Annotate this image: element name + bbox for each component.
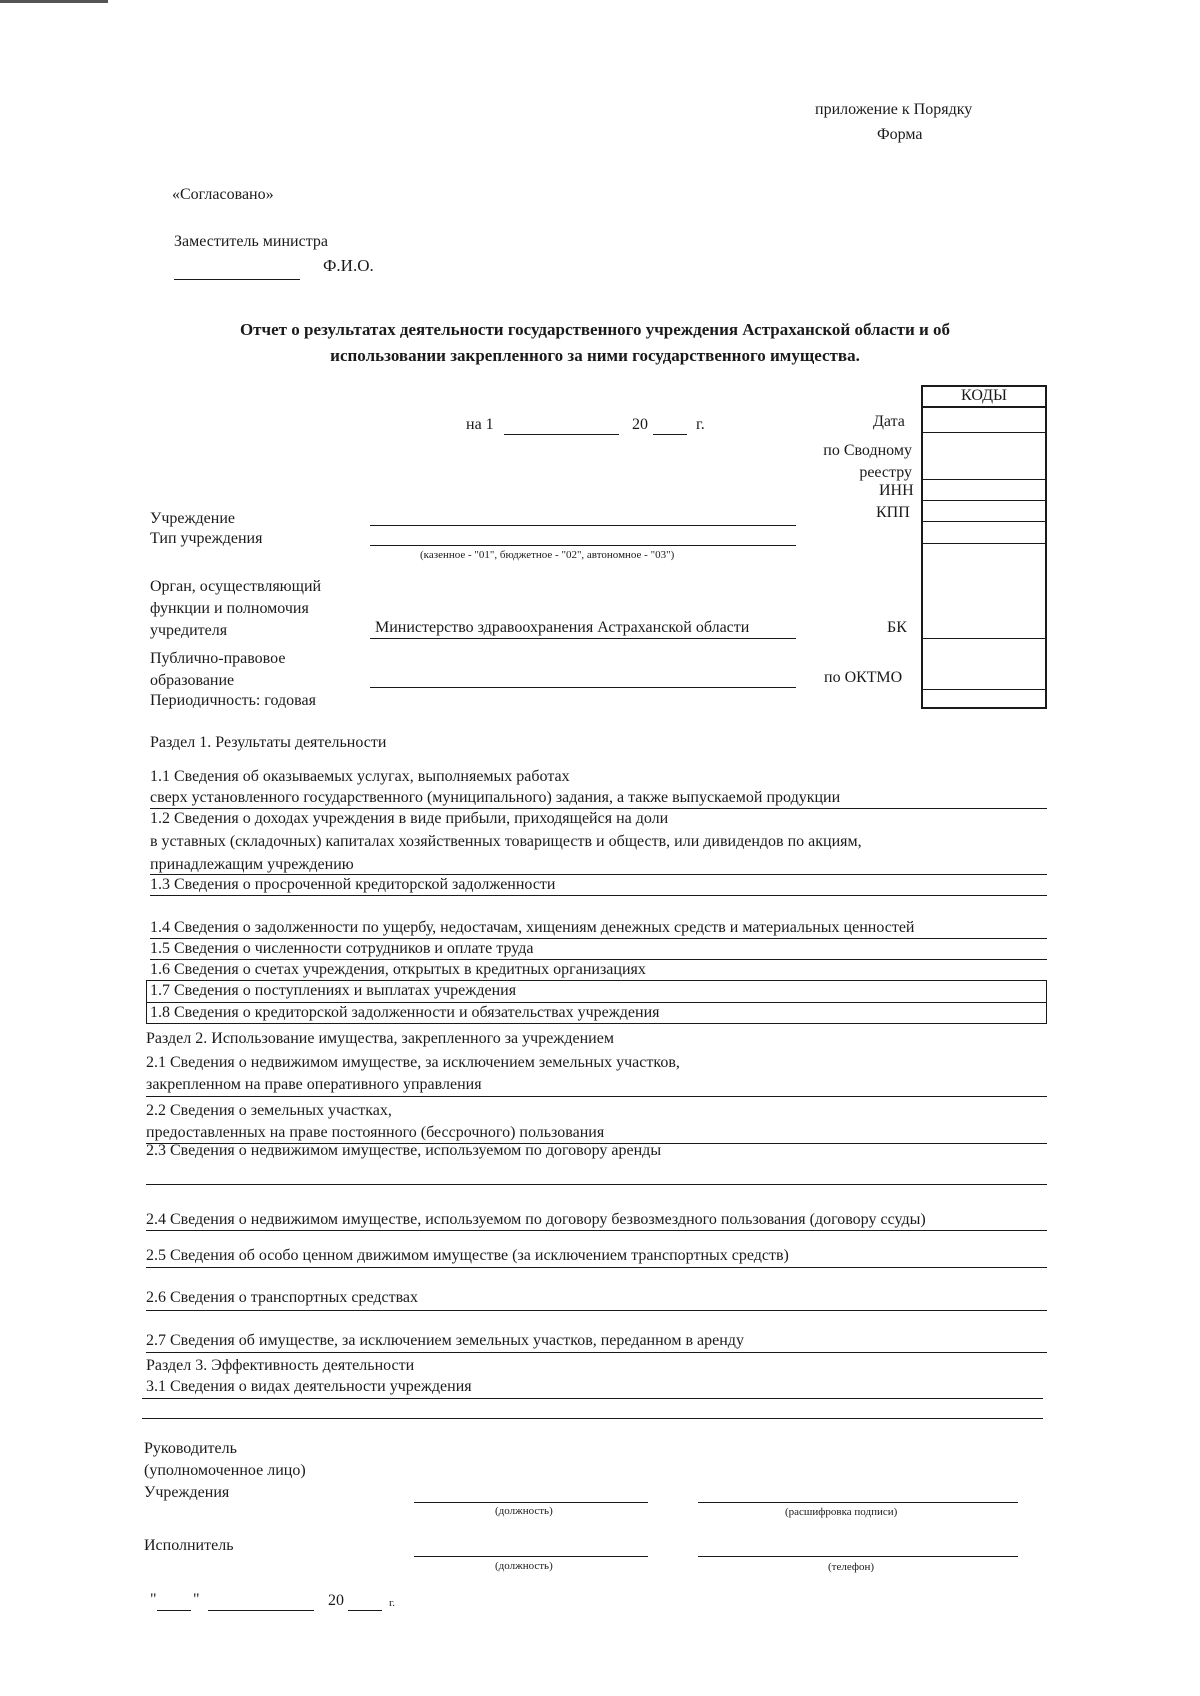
codes-date-label: Дата: [873, 413, 905, 430]
codes-table: [921, 385, 1047, 709]
section1-item: 1.4 Сведения о задолженности по ущербу, недостачам, хищениям денежных средств и материальных ценностей: [150, 919, 915, 936]
section2-item: 2.2 Сведения о земельных участках,: [146, 1102, 392, 1119]
section2-item: предоставленных на праве постоянного (бессрочного) пользования: [146, 1124, 605, 1141]
section1-divider: [150, 959, 1047, 960]
section1-item: 1.3 Сведения о просроченной кредиторской задолженности: [150, 876, 556, 893]
sign-date-quote-close: ": [193, 1591, 200, 1608]
document-title: Отчет о результатах деятельности государственного учреждения Астраханской области и об использовании закрепленного за ними государственного имущества.: [239, 320, 951, 365]
founder-value: Министерство здравоохранения Астраханской области: [375, 619, 750, 636]
section2-title: Раздел 2. Использование имущества, закрепленного за учреждением: [146, 1030, 614, 1047]
section1-item: 1.8 Сведения о кредиторской задолженности и обязательствах учреждения: [150, 1004, 660, 1021]
section3-divider: [142, 1418, 1043, 1419]
sign-date-quote-open: ": [150, 1591, 157, 1608]
section2-item: 2.4 Сведения о недвижимом имуществе, используемом по договору безвозмездного пользования (договору ссуды): [146, 1211, 926, 1228]
section1-divider: [146, 1002, 1047, 1003]
codes-bk-label: БК: [887, 619, 907, 636]
section2-divider: [146, 1230, 1047, 1231]
sign-date-day-line: [157, 1610, 191, 1611]
institution-line: [370, 525, 796, 526]
section2-item: 2.6 Сведения о транспортных средствах: [146, 1289, 419, 1306]
executor-phone-line: [698, 1556, 1018, 1557]
approval-agreed: «Согласовано»: [172, 186, 274, 203]
form-label: Форма: [877, 126, 923, 143]
executor-phone-hint: (телефон): [828, 1561, 875, 1573]
section2-divider: [146, 1310, 1047, 1311]
section1-title: Раздел 1. Результаты деятельности: [150, 734, 387, 751]
type-hint: (казенное - "01", бюджетное - "02", автономное - "03"): [420, 549, 675, 561]
codes-registry-label: по Сводному реестру: [823, 442, 912, 481]
institution-label: Учреждение: [150, 510, 235, 527]
type-label: Тип учреждения: [150, 530, 263, 547]
codes-row: [923, 521, 1045, 522]
codes-row: [923, 407, 1045, 408]
codes-row: [923, 638, 1045, 639]
codes-oktmo-label: по ОКТМО: [824, 669, 903, 686]
section2-divider: [146, 1267, 1047, 1268]
approval-deputy: Заместитель министра: [174, 233, 328, 250]
section3-item: 3.1 Сведения о видах деятельности учреждения: [146, 1378, 472, 1395]
head-label-line3: Учреждения: [144, 1484, 230, 1501]
codes-header: КОДЫ: [961, 387, 1007, 404]
appendix-label: приложение к Порядку: [815, 101, 973, 118]
section1-item: в уставных (складочных) капиталах хозяйственных товариществ и обществ, или дивидендов по акциям,: [150, 833, 862, 850]
executor-label: Исполнитель: [144, 1537, 234, 1554]
section1-item: 1.1 Сведения об оказываемых услугах, выполняемых работах: [150, 768, 570, 785]
head-label-line1: Руководитель: [144, 1440, 237, 1457]
sign-date-suffix: г.: [389, 1597, 396, 1609]
section1-item: сверх установленного государственного (муниципального) задания, а также выпускаемой продукции: [150, 789, 841, 806]
codes-row: [923, 479, 1045, 480]
municipality-label: Публично-правовое образование: [150, 650, 286, 689]
section3-divider: [142, 1398, 1043, 1399]
section2-divider: [146, 1352, 1047, 1353]
codes-row: [923, 543, 1045, 544]
report-date-suffix: г.: [696, 416, 705, 433]
founder-label: Орган, осуществляющий функции и полномочия учредителя: [150, 578, 322, 639]
codes-row: [923, 432, 1045, 433]
report-date-prefix: на 1: [466, 416, 494, 433]
section2-divider: [146, 1096, 1047, 1097]
section1-item: 1.2 Сведения о доходах учреждения в виде прибыли, приходящейся на доли: [150, 810, 669, 827]
deputy-signature-line: [174, 279, 300, 280]
codes-kpp-label: КПП: [876, 504, 910, 521]
head-position-hint: (должность): [495, 1505, 553, 1517]
sign-date-year: 20: [328, 1592, 344, 1609]
head-position-line: [414, 1502, 648, 1503]
codes-row: [923, 500, 1045, 501]
section1-item: 1.7 Сведения о поступлениях и выплатах учреждения: [150, 982, 517, 999]
head-signature-line: [698, 1502, 1018, 1503]
founder-line: [370, 638, 796, 639]
approval-fio: Ф.И.О.: [323, 256, 374, 275]
section1-item: 1.6 Сведения о счетах учреждения, открытых в кредитных организациях: [150, 961, 646, 978]
report-date-year-line: [653, 434, 687, 435]
report-date-day-line: [504, 434, 619, 435]
section2-item: 2.7 Сведения об имуществе, за исключением земельных участков, переданном в аренду: [146, 1332, 744, 1349]
section2-item: 2.5 Сведения об особо ценном движимом имуществе (за исключением транспортных средств): [146, 1247, 789, 1264]
scan-artifact: [0, 0, 108, 3]
section1-divider: [150, 808, 1047, 809]
periodicity-label: Периодичность: годовая: [150, 692, 316, 709]
head-signature-hint: (расшифровка подписи): [785, 1506, 898, 1518]
executor-position-hint: (должность): [495, 1560, 553, 1572]
codes-inn-label: ИНН: [879, 482, 914, 499]
section1-divider: [150, 938, 1047, 939]
executor-position-line: [414, 1556, 648, 1557]
report-date-year: 20: [632, 416, 648, 433]
head-label-line2: (уполномоченное лицо): [144, 1462, 306, 1479]
section3-title: Раздел 3. Эффективность деятельности: [146, 1357, 415, 1374]
section1-divider: [150, 874, 1047, 875]
codes-header-border: [921, 385, 1047, 407]
sign-date-month-line: [208, 1610, 314, 1611]
codes-row: [923, 689, 1045, 690]
section2-divider: [146, 1184, 1047, 1185]
section1-divider: [150, 895, 1047, 896]
section1-item: принадлежащим учреждению: [150, 856, 354, 873]
sign-date-year-line: [348, 1610, 382, 1611]
municipality-line: [370, 687, 796, 688]
section2-item: 2.3 Сведения о недвижимом имуществе, используемом по договору аренды: [146, 1142, 662, 1159]
type-line: [370, 545, 796, 546]
section1-item: 1.5 Сведения о численности сотрудников и оплате труда: [150, 940, 534, 957]
section2-item: 2.1 Сведения о недвижимом имуществе, за исключением земельных участков,: [146, 1054, 680, 1071]
section2-item: закрепленном на праве оперативного управления: [146, 1076, 482, 1093]
